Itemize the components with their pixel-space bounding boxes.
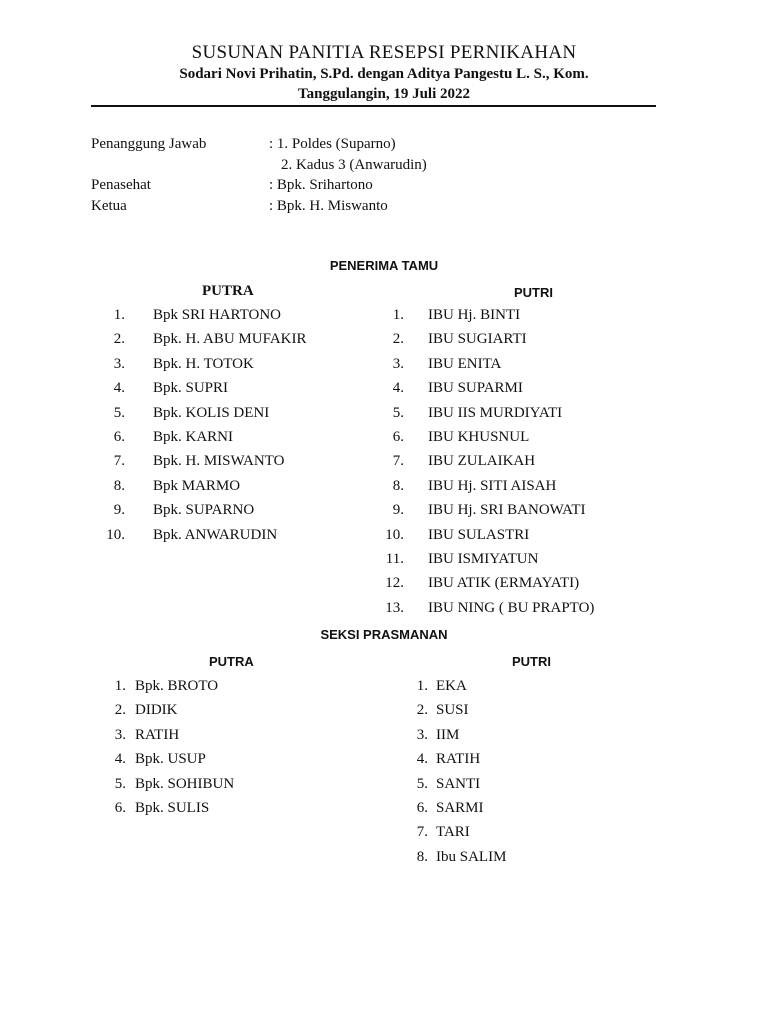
list-item-name: Bpk. SULIS	[135, 800, 210, 816]
list-item-number: 12.	[385, 575, 404, 592]
list-item-number: 8.	[113, 477, 125, 494]
list-item-name: SUSI	[436, 702, 469, 719]
list-item-name: IBU SUPARMI	[428, 380, 523, 397]
list-item-number: 4.	[114, 751, 126, 768]
info-label: Penasehat	[91, 177, 151, 193]
list-item-number: 5.	[113, 404, 125, 421]
list-item-number: 11.	[385, 551, 404, 567]
list-item-name: Bpk. BROTO	[135, 678, 219, 694]
list-item-name: IBU SUGIARTI	[428, 331, 527, 348]
list-item-number: 5.	[392, 404, 404, 421]
list-item-number: 7.	[113, 453, 125, 470]
list-item-name: IBU SULASTRI	[428, 526, 530, 543]
list-item-number: 3.	[416, 726, 428, 743]
list-item-number: 8.	[416, 848, 428, 865]
list-item-name: IBU KHUSNUL	[428, 429, 530, 445]
list-item-number: 10.	[106, 526, 125, 543]
list-item-name: Bpk. H. ABU MUFAKIR	[153, 331, 307, 348]
info-value: : 1. Poldes (Suparno)	[269, 136, 396, 152]
putra-heading: PUTRA	[202, 283, 254, 299]
list-item-name: IBU Hj. BINTI	[428, 307, 521, 323]
list-item-number: 6.	[392, 429, 404, 445]
info-label: Ketua	[91, 198, 127, 214]
list-item-name: IBU ATIK (ERMAYATI)	[428, 575, 580, 592]
list-item-number: 2.	[416, 702, 428, 719]
list-item-number: 1.	[114, 678, 126, 694]
list-item-number: 1.	[416, 678, 428, 694]
list-item-number: 4.	[113, 380, 125, 397]
putri-heading: PUTRI	[514, 285, 553, 300]
list-item-name: Bpk. H. TOTOK	[153, 355, 254, 372]
list-item-number: 1.	[113, 307, 125, 323]
info-value: 2. Kadus 3 (Anwarudin)	[281, 157, 427, 173]
list-item-name: Ibu SALIM	[436, 848, 507, 865]
list-item-name: IBU NING ( BU PRAPTO)	[428, 599, 595, 616]
list-item-name: IBU Hj. SRI BANOWATI	[428, 502, 586, 519]
list-item-name: Bpk MARMO	[153, 477, 241, 494]
list-item-name: TARI	[436, 824, 470, 841]
list-item-name: IBU Hj. SITI AISAH	[428, 477, 557, 494]
couple-line: Sodari Novi Prihatin, S.Pd. dengan Aditya Pangestu L. S., Kom.	[179, 66, 589, 82]
list-item-number: 5.	[114, 775, 126, 792]
list-item-number: 2.	[114, 702, 126, 719]
list-item-number: 3.	[113, 355, 125, 372]
list-item-number: 9.	[113, 502, 125, 519]
section-heading-penerima-tamu: PENERIMA TAMU	[329, 258, 439, 273]
list-item-name: Bpk SRI HARTONO	[153, 307, 282, 323]
list-item-number: 2.	[392, 331, 404, 348]
list-item-number: 1.	[392, 307, 404, 323]
list-item-name: Bpk. USUP	[135, 751, 206, 768]
list-item-name: Bpk. KARNI	[153, 429, 234, 445]
list-item-name: RATIH	[436, 751, 481, 768]
list-item-name: Bpk. SOHIBUN	[135, 775, 235, 792]
section-heading-seksi-prasmanan: SEKSI PRASMANAN	[320, 627, 448, 642]
list-item-number: 13.	[385, 599, 404, 616]
list-item-number: 3.	[392, 355, 404, 372]
list-item-name: Bpk. KOLIS DENI	[153, 404, 270, 421]
list-item-name: Bpk. SUPARNO	[153, 502, 255, 519]
list-item-name: IBU ISMIYATUN	[428, 551, 539, 567]
list-item-name: IBU IIS MURDIYATI	[428, 404, 563, 421]
info-value: : Bpk. Srihartono	[269, 177, 373, 193]
list-item-number: 6.	[114, 800, 126, 816]
list-item-number: 2.	[113, 331, 125, 348]
document-title: SUSUNAN PANITIA RESEPSI PERNIKAHAN	[191, 42, 577, 63]
list-item-name: Bpk. H. MISWANTO	[153, 453, 285, 470]
list-item-number: 4.	[392, 380, 404, 397]
list-item-number: 6.	[416, 800, 428, 816]
putri-heading: PUTRI	[512, 654, 551, 669]
list-item-number: 8.	[392, 477, 404, 494]
info-value: : Bpk. H. Miswanto	[269, 198, 388, 214]
list-item-number: 6.	[113, 429, 125, 445]
list-item-name: EKA	[436, 678, 467, 694]
list-item-number: 3.	[114, 726, 126, 743]
list-item-name: SANTI	[436, 775, 481, 792]
list-item-name: IBU ZULAIKAH	[428, 453, 536, 470]
place-date-line: Tanggulangin, 19 Juli 2022	[297, 86, 470, 102]
list-item-name: IBU ENITA	[428, 355, 502, 372]
header-divider	[91, 105, 656, 107]
putra-heading: PUTRA	[209, 654, 254, 669]
list-item-name: DIDIK	[135, 702, 178, 719]
list-item-name: Bpk. ANWARUDIN	[153, 526, 278, 543]
list-item-name: SARMI	[436, 800, 484, 816]
list-item-number: 4.	[416, 751, 428, 768]
list-item-number: 5.	[416, 775, 428, 792]
list-item-number: 7.	[416, 824, 428, 841]
list-item-name: Bpk. SUPRI	[153, 380, 229, 397]
info-label: Penanggung Jawab	[91, 136, 207, 152]
list-item-number: 10.	[385, 526, 404, 543]
list-item-name: IIM	[436, 726, 460, 743]
list-item-name: RATIH	[135, 726, 180, 743]
list-item-number: 9.	[392, 502, 404, 519]
list-item-number: 7.	[392, 453, 404, 470]
